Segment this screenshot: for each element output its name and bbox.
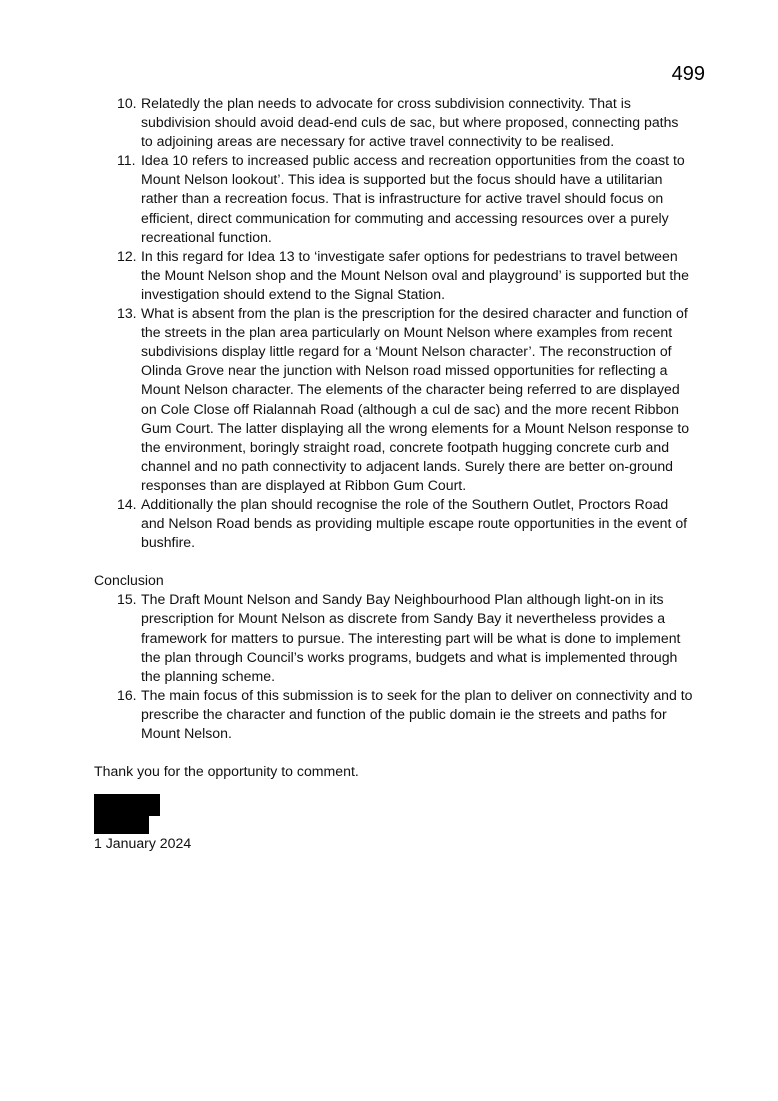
numbered-list-main	[94, 94, 694, 552]
list-item-text: Idea 10 refers to increased public access and recreation opportunities from the coast to Mount Nelson lookout’. This idea is supported but the focus should have a utilitarian rather than a recreation focus. That is infrastructure for active travel should focus on efficient, direct communication for commuting and accessing resources over a purely recreational function.	[141, 152, 685, 245]
redacted-signature	[94, 794, 160, 834]
list-item-number: 14.	[117, 495, 137, 512]
list-item-text: Additionally the plan should recognise the role of the Southern Outlet, Proctors Road and Nelson Road bends as providing multiple escape route opportunities in the event of bushfire.	[141, 495, 688, 551]
list-item	[94, 94, 694, 151]
closing-text: Thank you for the opportunity to comment.	[94, 763, 359, 780]
document-body	[94, 94, 694, 853]
list-item-number: 16.	[117, 686, 137, 703]
page-number: 499	[671, 63, 705, 85]
list-item-number: 10.	[117, 95, 137, 111]
list-item	[94, 247, 694, 304]
list-item-number: 12.	[117, 247, 137, 264]
list-item-text: The main focus of this submission is to seek for the plan to deliver on connectivity and to prescribe the character and function of the public domain ie the streets and paths for Mount Nelson.	[141, 686, 693, 741]
list-item-number: 11.	[117, 152, 136, 169]
list-item	[94, 495, 694, 552]
list-item-text: Relatedly the plan needs to advocate for cross subdivision connectivity. That is subdivision should avoid dead-end culs de sac, but where proposed, connecting paths to adjoining areas are necessary for active travel connectivity to be realised.	[141, 95, 679, 150]
date-text: 1 January 2024	[94, 835, 192, 852]
list-item-text: In this regard for Idea 13 to ‘investigate safer options for pedestrians to travel between the Mount Nelson shop and the Mount Nelson oval and playground’ is supported but the investigation should extend to the Signal Station.	[141, 247, 689, 302]
list-item	[94, 590, 694, 685]
list-item-text: The Draft Mount Nelson and Sandy Bay Neighbourhood Plan although light-on in its prescription for Mount Nelson as discrete from Sandy Bay it nevertheless provides a framework for matters to pursue. The interesting part will be what is done to implement the plan through Council’s works programs, budgets and what is implemented through the planning scheme.	[141, 591, 681, 684]
redaction-block	[94, 816, 149, 834]
numbered-list-conclusion	[94, 590, 694, 743]
list-item-number: 13.	[117, 305, 137, 322]
list-item-text: What is absent from the plan is the prescription for the desired character and function of the streets in the plan area particularly on Mount Nelson where examples from recent subdivisions display little regard for a ‘Mount Nelson character’. The reconstruction of Olinda Grove near the junction with Nelson road missed opportunities for reflecting a Mount Nelson character. The elements of the character being referred to are displayed on Cole Close off Rialannah Road (although a cul de sac) and the more recent Ribbon Gum Court. The latter displaying all the wrong elements for a Mount Nelson response to the environment, boringly straight road, concrete footpath hugging concrete curb and channel and no path connectivity to adjacent lands. Surely there are better on-ground responses than are displayed at Ribbon Gum Court.	[141, 305, 690, 493]
redaction-block	[94, 794, 160, 816]
list-item-number: 15.	[117, 591, 137, 608]
conclusion-heading: Conclusion	[94, 572, 164, 589]
list-item	[94, 304, 694, 495]
list-item	[94, 151, 694, 246]
list-item	[94, 686, 694, 743]
